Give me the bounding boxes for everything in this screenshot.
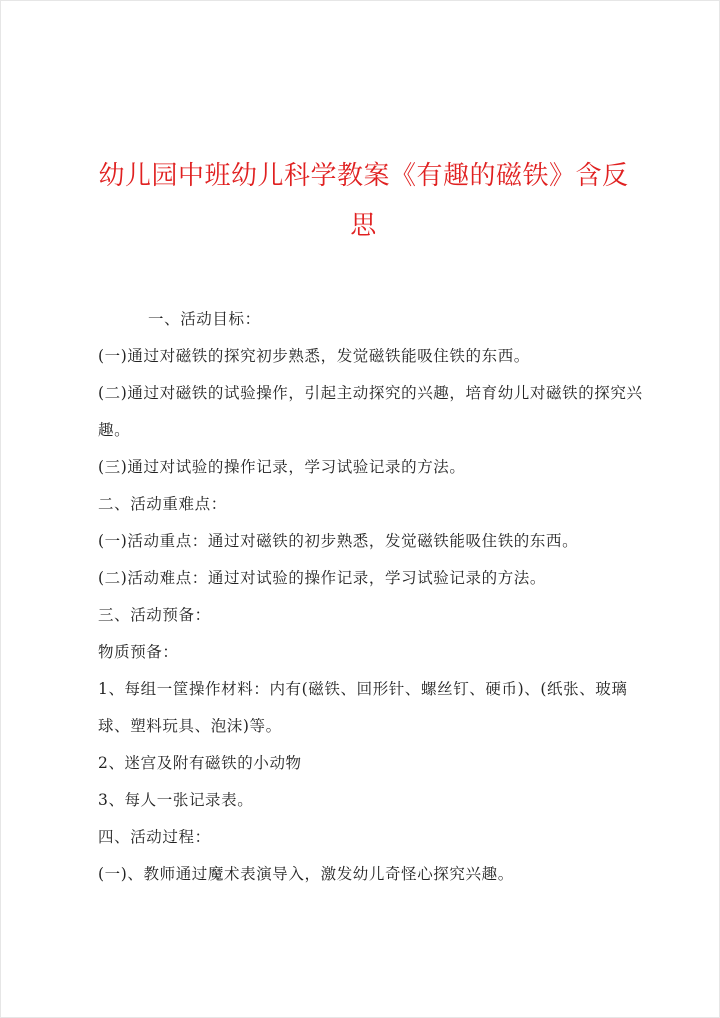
document-body: [98, 301, 646, 893]
section-heading-goals: 一、活动目标：: [148, 310, 261, 328]
difficult-point-item: (二)活动难点：通过对试验的操作记录，学习试验记录的方法。: [98, 569, 546, 587]
material-preparation-label: 物质预备：: [98, 643, 179, 661]
goal-item-1: (一)通过对磁铁的探究初步熟悉，发觉磁铁能吸住铁的东西。: [98, 347, 530, 365]
section-heading-process: 四、活动过程：: [98, 828, 211, 846]
key-point-item: (一)活动重点：通过对磁铁的初步熟悉，发觉磁铁能吸住铁的东西。: [98, 532, 579, 550]
material-item-3: 3、每人一张记录表。: [98, 791, 254, 809]
process-item-1: (一)、教师通过魔术表演导入，激发幼儿奇怪心探究兴趣。: [98, 865, 514, 883]
document-title: 幼儿园中班幼儿科学教案《有趣的磁铁》含反思: [98, 161, 629, 241]
section-heading-key-points: 二、活动重难点：: [98, 495, 227, 513]
goal-item-2: (二)通过对磁铁的试验操作，引起主动探究的兴趣，培育幼儿对磁铁的探究兴趣。: [98, 384, 643, 439]
material-item-2: 2、迷宫及附有磁铁的小动物: [98, 754, 302, 772]
material-item-1: 1、每组一筐操作材料：内有(磁铁、回形针、螺丝钉、硬币)、(纸张、玻璃球、塑料玩具、泡沫)等。: [98, 680, 628, 735]
goal-item-3: (三)通过对试验的操作记录，学习试验记录的方法。: [98, 458, 466, 476]
section-heading-preparation: 三、活动预备：: [98, 606, 211, 624]
